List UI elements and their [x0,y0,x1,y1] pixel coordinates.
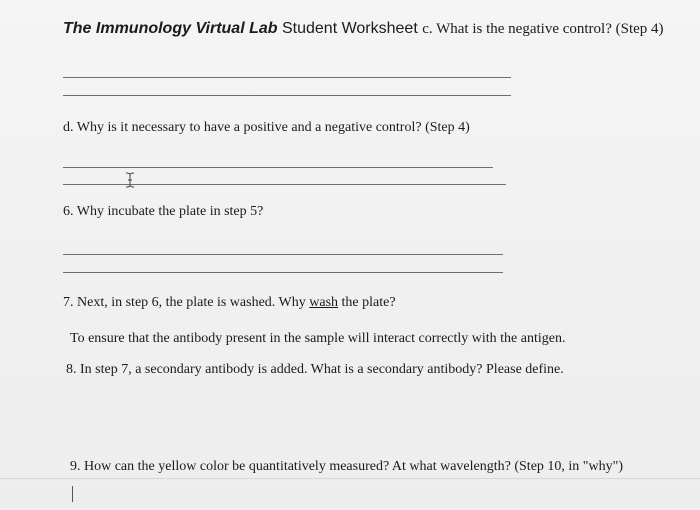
answer-line-c1[interactable] [63,77,511,78]
answer-line-6b[interactable] [63,272,503,273]
worksheet-header [63,20,664,38]
question-7-answer[interactable]: To ensure that the antibody present in the sample will interact correctly with the antigen. [70,331,566,346]
answer-line-d1[interactable] [63,167,493,168]
page-bottom-rule [0,478,700,479]
worksheet-title: The Immunology Virtual Lab [63,20,278,37]
question-7 [63,295,396,311]
question-7-suffix: the plate? [341,295,396,310]
worksheet-subtitle: Student Worksheet [281,20,418,37]
answer-line-6a[interactable] [63,254,503,255]
question-8: 8. In step 7, a secondary antibody is added. What is a secondary antibody? Please define. [66,362,564,377]
question-9: 9. How can the yellow color be quantitatively measured? At what wavelength? (Step 10, in "why") [70,459,623,474]
question-c: c. What is the negative control? (Step 4) [422,21,664,37]
question-6: 6. Why incubate the plate in step 5? [63,204,264,219]
answer-line-c2[interactable] [63,95,511,96]
text-cursor-icon [125,172,135,188]
question-7-wash-word: wash [309,295,339,310]
question-d: d. Why is it necessary to have a positive and a negative control? (Step 4) [63,120,470,135]
text-caret[interactable] [72,486,73,502]
question-7-prefix: 7. Next, in step 6, the plate is washed. Why [63,295,306,310]
